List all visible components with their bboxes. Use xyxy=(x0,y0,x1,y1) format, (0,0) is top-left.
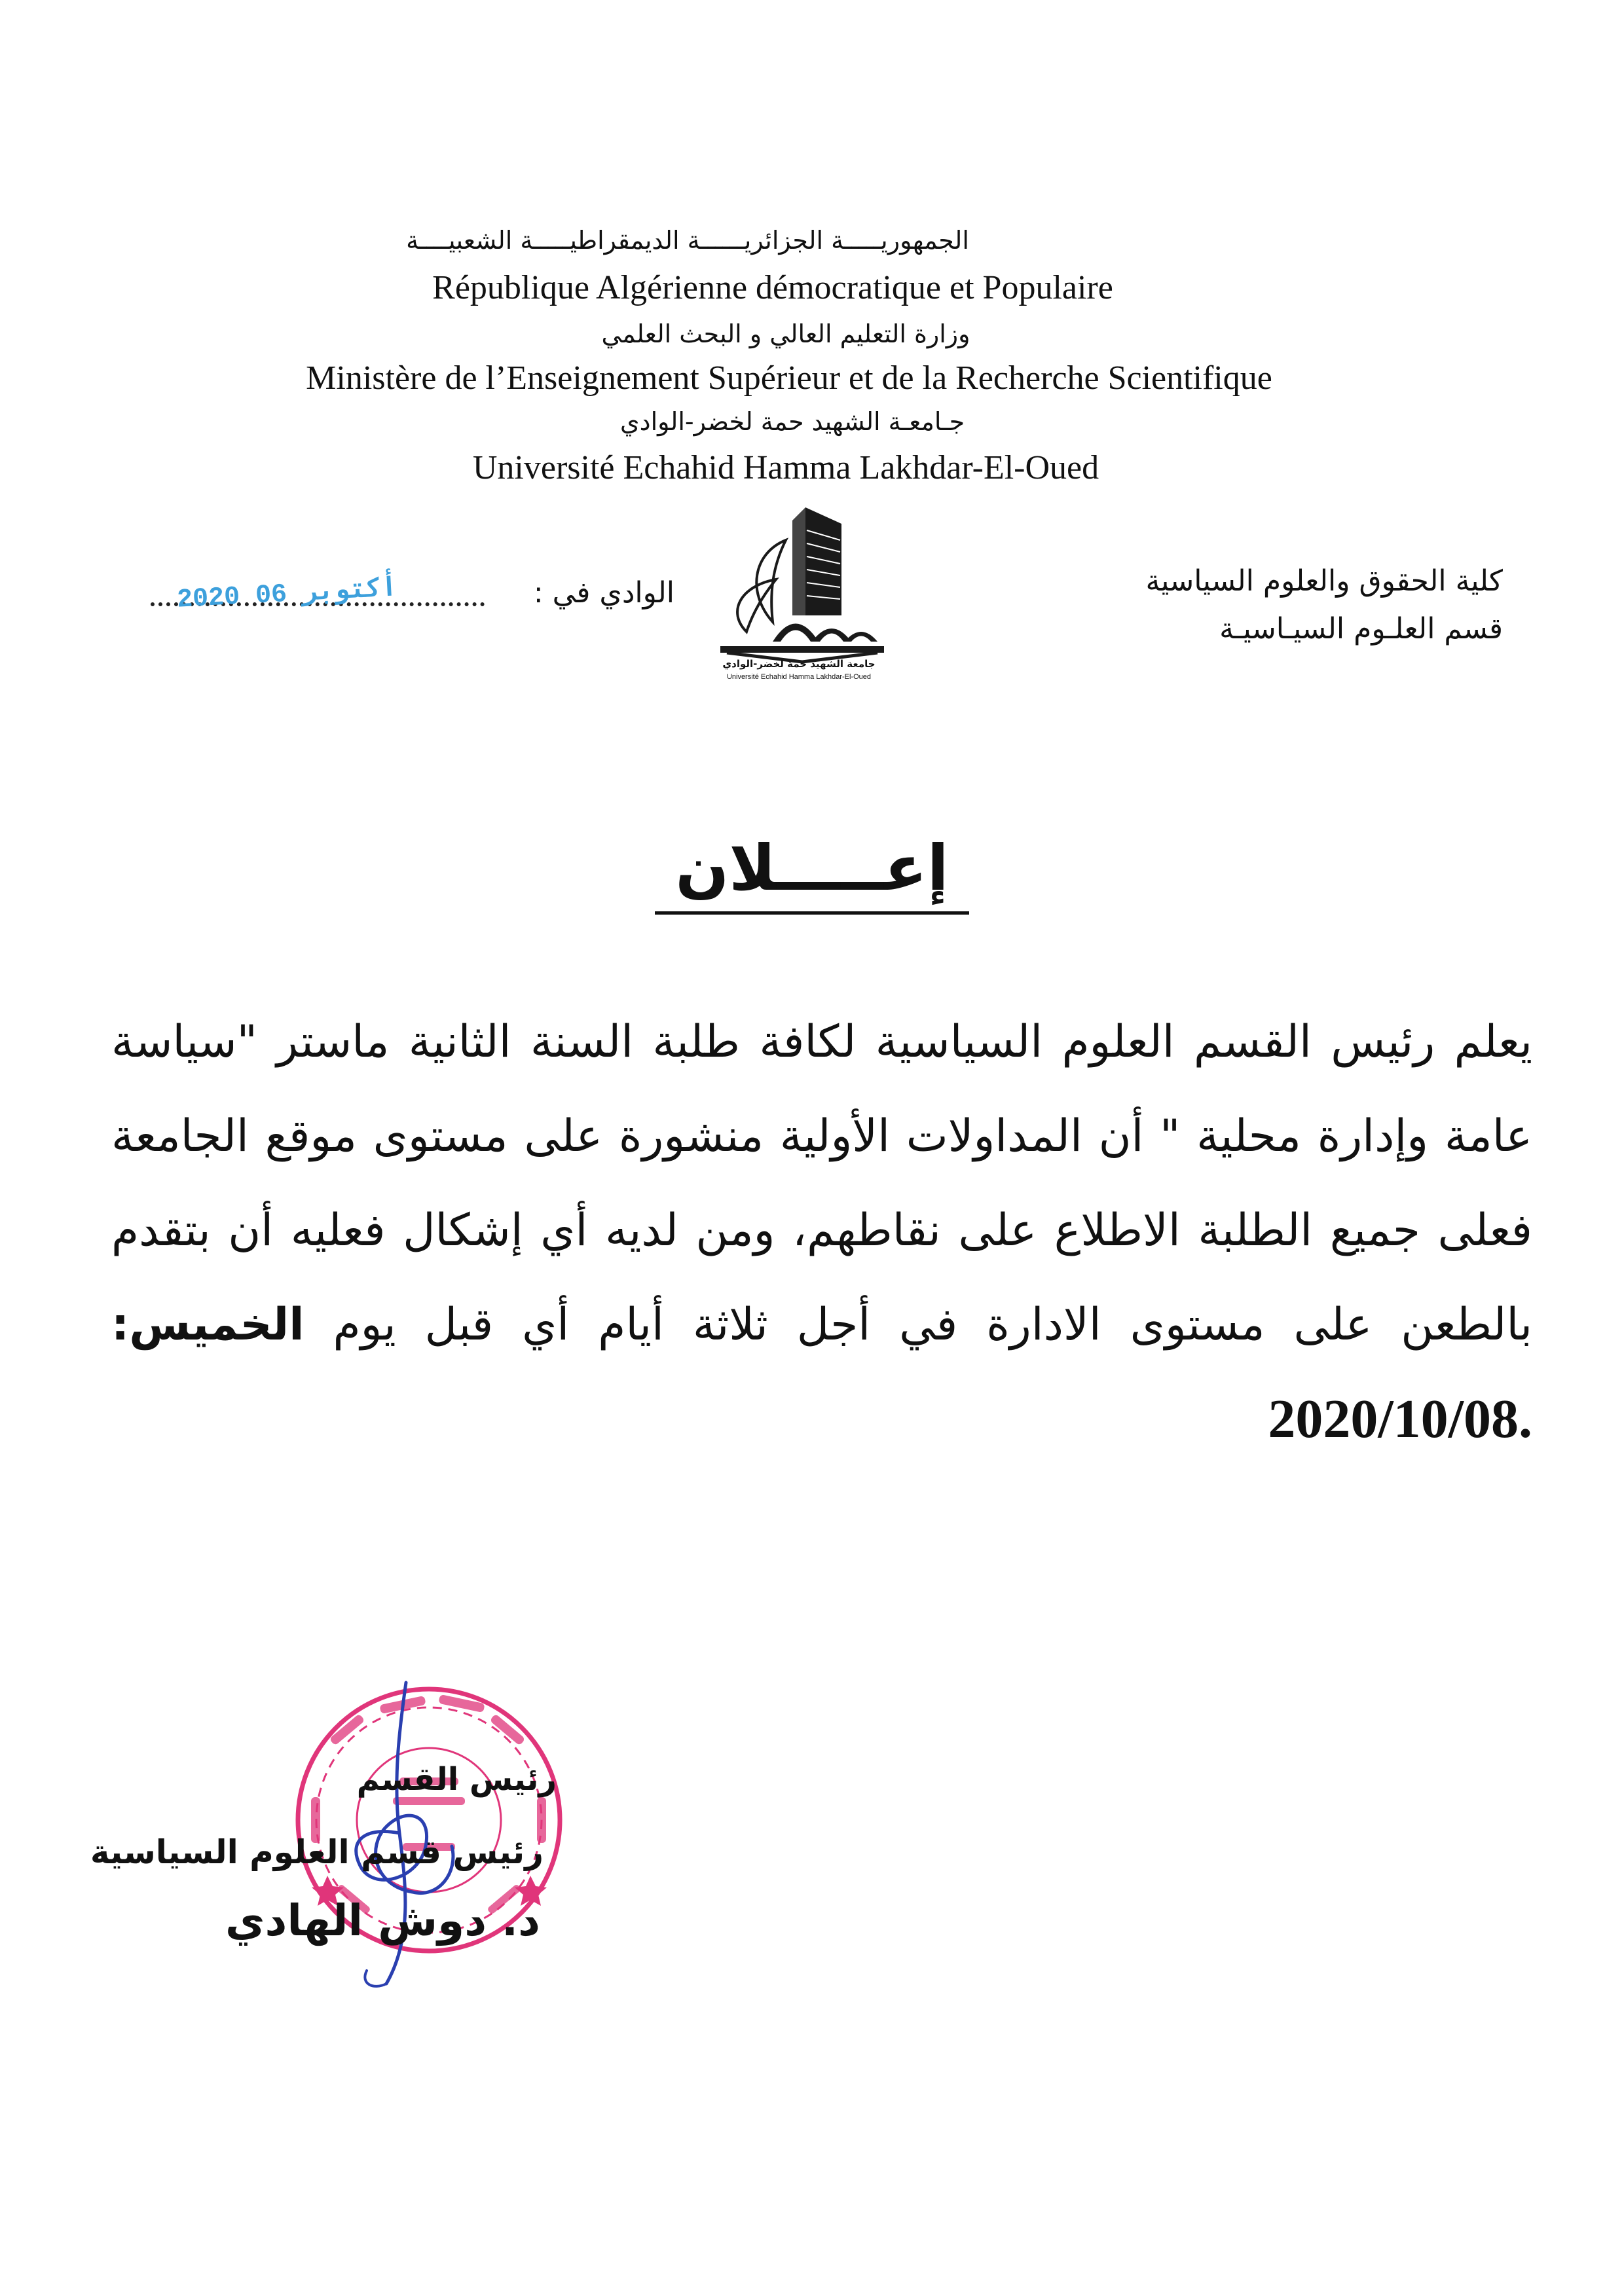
header-republic-ar: الجمهوريـــــة الجزائريــــــة الديمقراطيـــــة الشعبيــــة xyxy=(406,226,969,255)
announcement-day-label: الخميس: xyxy=(111,1299,304,1351)
logo-caption-fr: Université Echahid Hamma Lakhdar-El-Oued xyxy=(726,673,872,681)
announcement-body xyxy=(111,995,1532,1470)
date-stamp: 2020 أكتوبر 06 xyxy=(176,574,398,615)
header-ministry-ar: وزارة التعليم العالي و البحث العلمي xyxy=(601,319,970,348)
faculty-name: كلية الحقوق والعلوم السياسية xyxy=(1145,564,1503,598)
announcement-deadline-date: 2020/10/08. xyxy=(1268,1389,1532,1449)
header-university-fr: Université Echahid Hamma Lakhdar-El-Oued xyxy=(472,449,1099,486)
university-logo xyxy=(707,501,891,684)
announcement-body-line1: يعلم رئيس القسم العلوم السياسية لكافة طلبة السنة الثانية ماستر xyxy=(257,1016,1532,1068)
signature-role: رئيس قسم العلوم السياسية xyxy=(90,1833,544,1871)
date-line xyxy=(151,576,674,629)
header-university-ar: جـامعـة الشهيد حمة لخضر-الوادي xyxy=(619,407,965,436)
logo-caption-ar: جامعة الشهيد حمة لخضر-الوادي xyxy=(722,658,876,670)
header-ministry-fr: Ministère de l’Enseignement Supérieur et de la Recherche Scientifique xyxy=(306,359,1272,397)
announcement-body-text: "سياسة عامة وإدارة محلية " أن المداولات الأولية منشورة على مستوى موقع الجامعة فعلى جميع الطلبة الاطلاع على نقاطهم، ومن لديه أي إشكال فعليه أن بتقدم بالطعن على مستوى الادارة في أجل ثلاثة أيام أي قبل يوم xyxy=(111,1016,1532,1351)
header-republic-fr: République Algérienne démocratique et Populaire xyxy=(432,269,1113,306)
signature-name: د. دوش الهادي xyxy=(225,1895,540,1946)
department-name: قسم العلـوم السيـاسيـة xyxy=(1219,612,1503,646)
announcement-title: إعـــــلان xyxy=(655,831,969,915)
signature-title: رئيس القسم xyxy=(356,1761,557,1798)
date-label: الوادي في : xyxy=(533,576,674,610)
